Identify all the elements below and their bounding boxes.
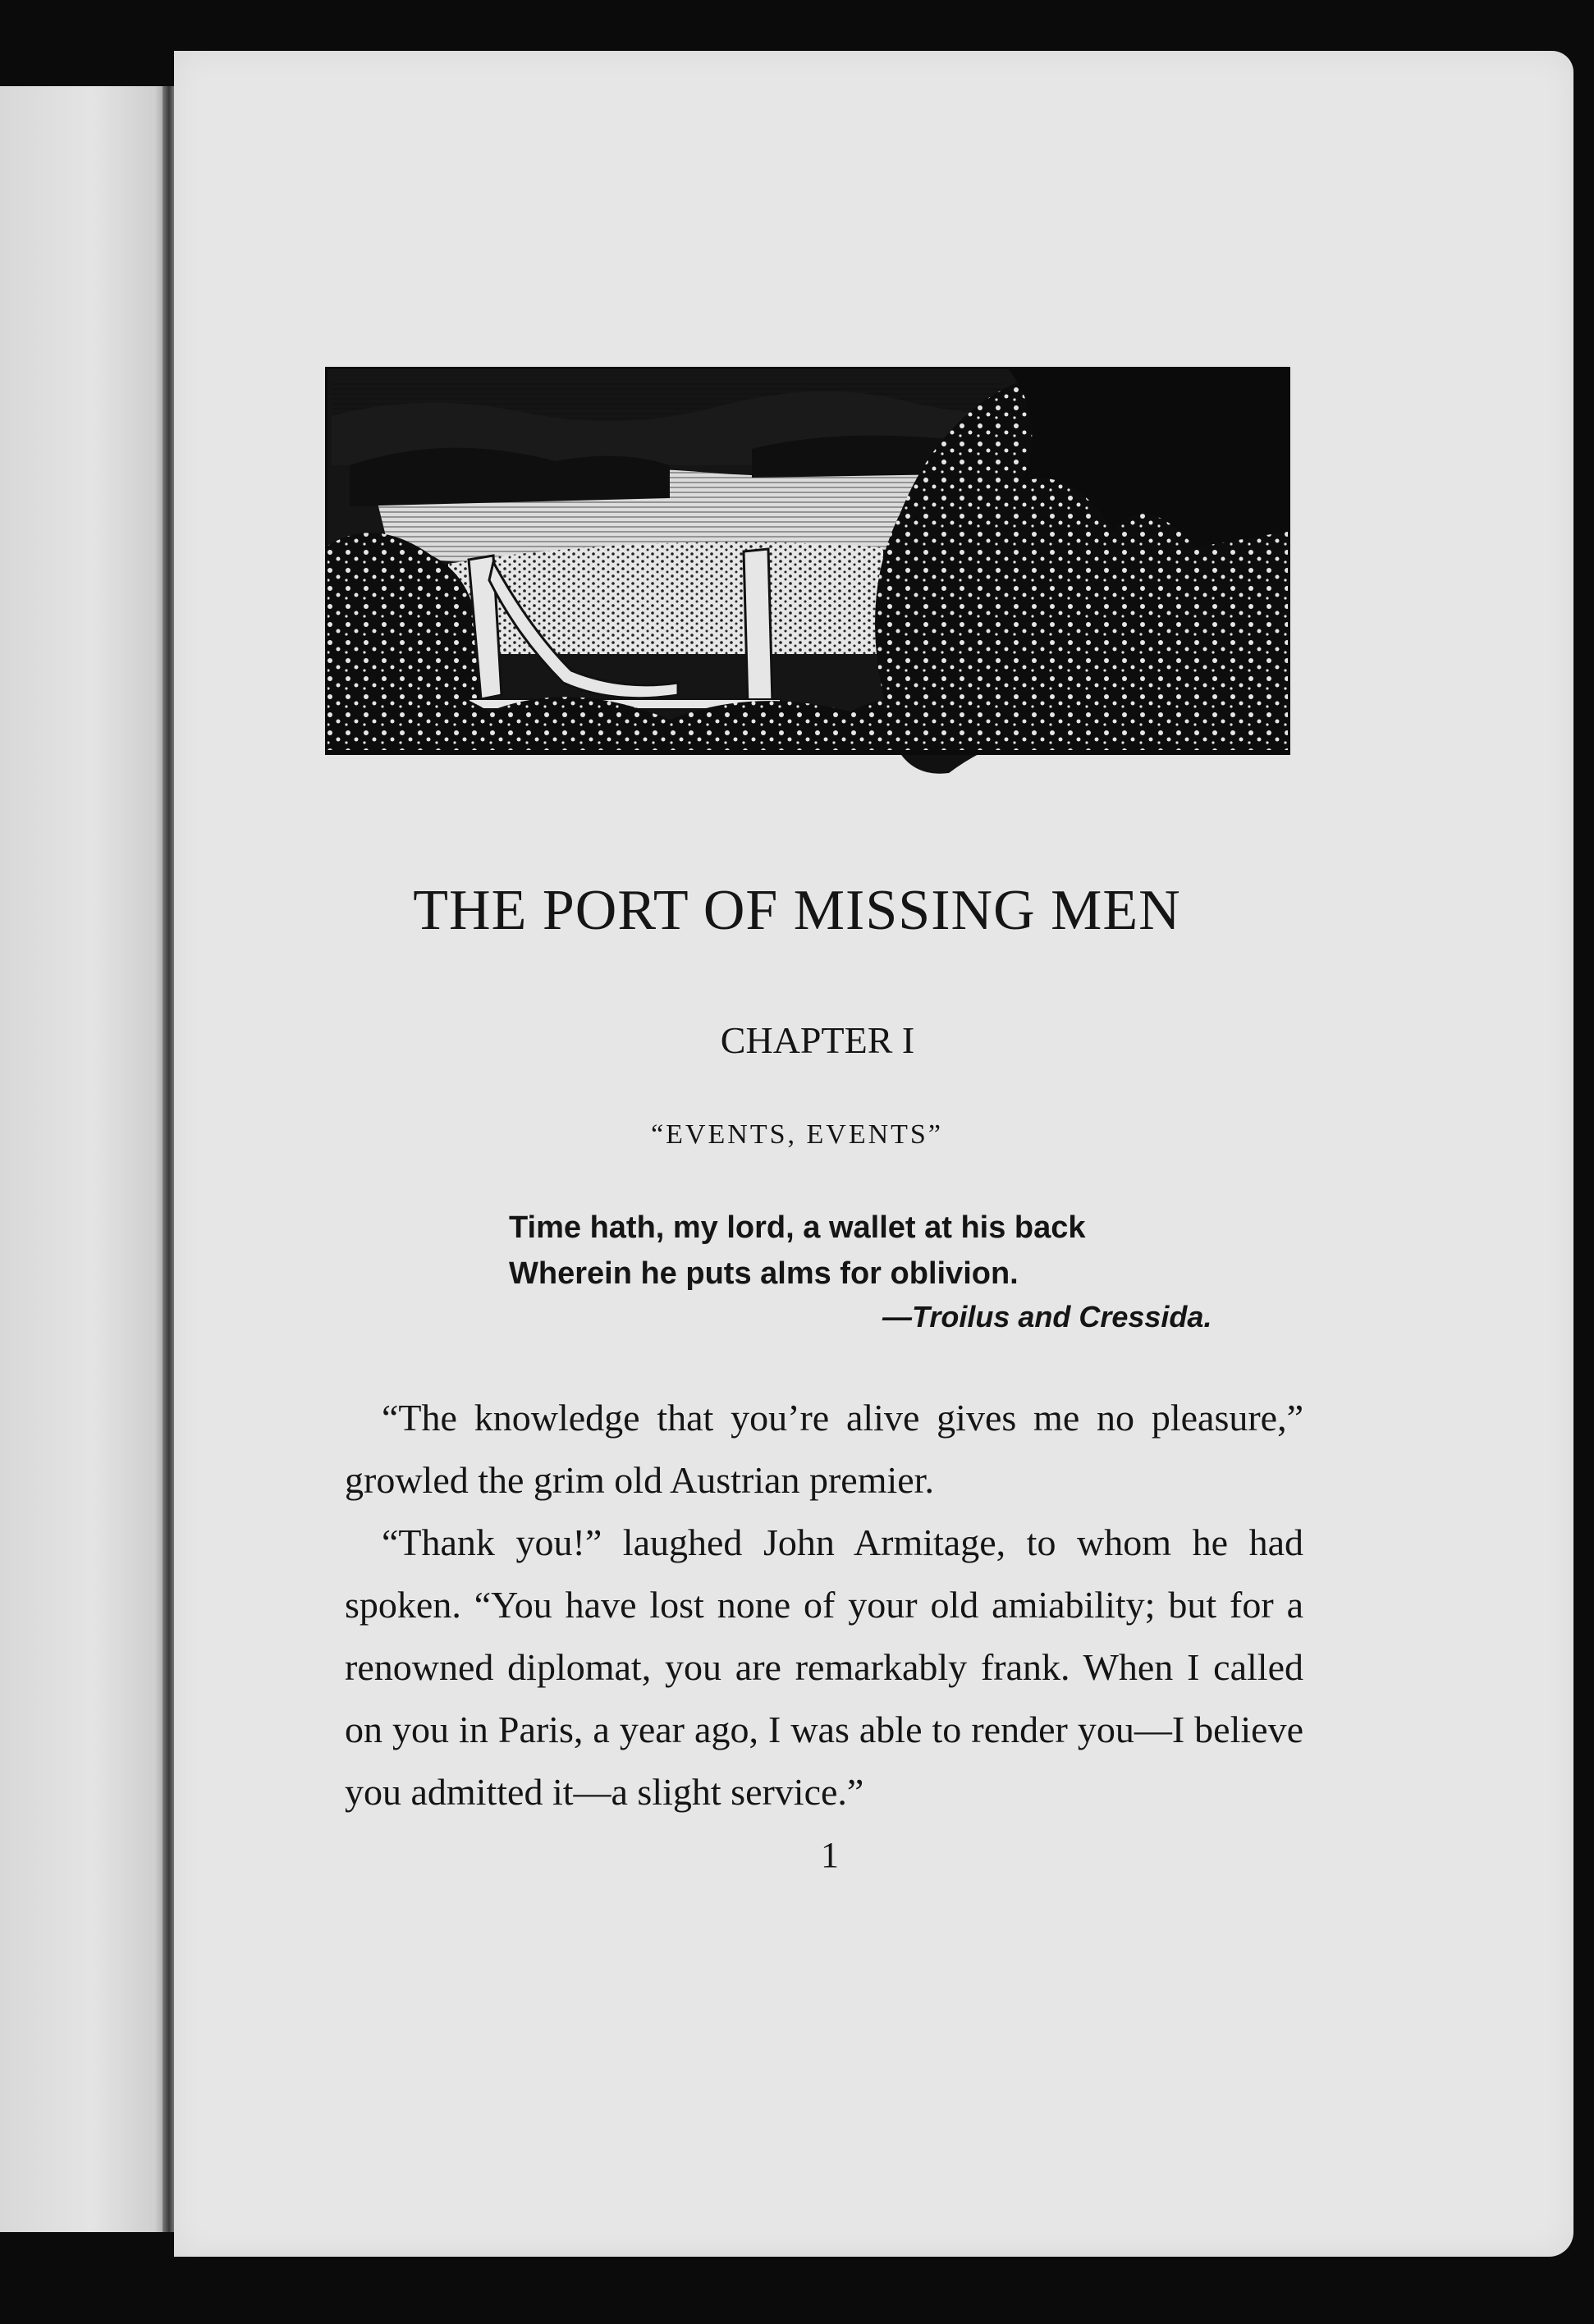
chapter-subtitle: “EVENTS, EVENTS” <box>651 1119 943 1150</box>
body-paragraph: “The knowledge that you’re alive gives me no pleasure,” growled the grim old Austrian premier. <box>345 1397 1303 1501</box>
book-title: THE PORT OF MISSING MEN <box>413 879 1181 942</box>
left-page-edge <box>0 86 168 2232</box>
page-number: 1 <box>821 1835 839 1875</box>
epigraph-attribution: —Troilus and Cressida. <box>882 1300 1212 1334</box>
chapter-body <box>345 1387 1303 1823</box>
chapter-heading: CHAPTER I <box>720 1019 915 1061</box>
epigraph-line: Time hath, my lord, a wallet at his back <box>509 1210 1086 1245</box>
body-paragraph: “Thank you!” laughed John Armitage, to whom he had spoken. “You have lost none of your old amiability; but for a renowned diplomat, you are remarkably frank. When I called on you in Paris, a year ago, I was able to render you—I believe you admitted it—a slight service.” <box>345 1521 1303 1813</box>
epigraph-line: Wherein he puts alms for oblivion. <box>509 1256 1019 1291</box>
epigraph <box>509 1205 1280 1297</box>
chapter-header-illustration <box>325 367 1290 777</box>
